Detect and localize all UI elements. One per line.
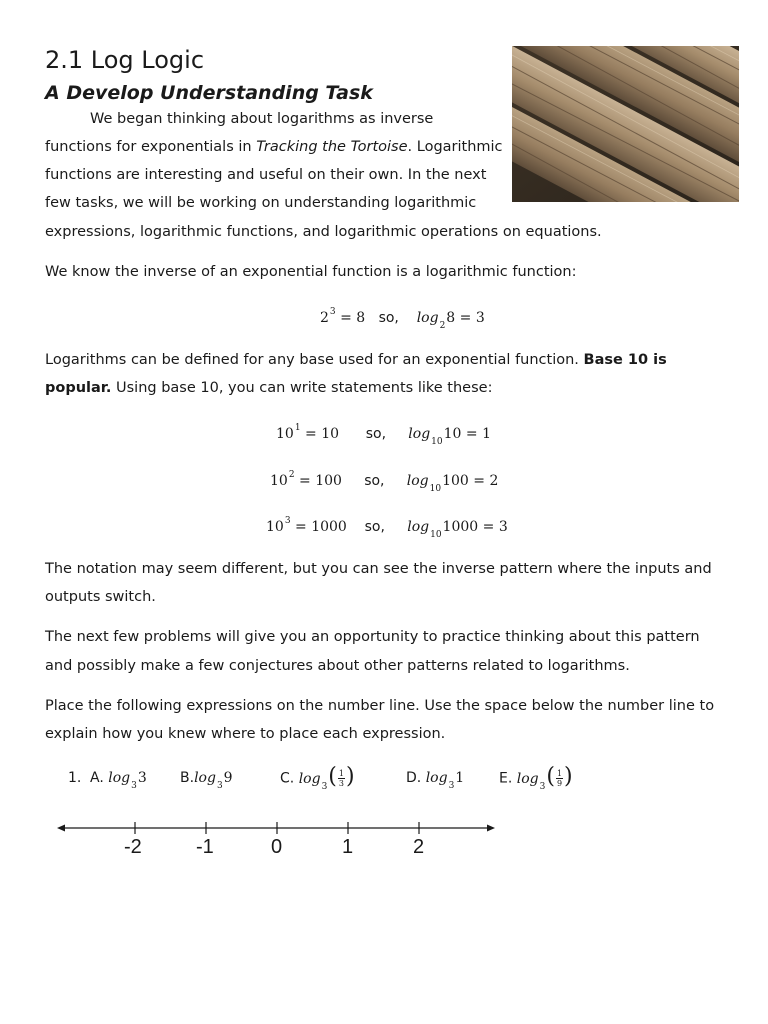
equation-base-10-3: $10^3 = 1000$ so, $\log_{10}1000 = 3$ [266,516,508,540]
tick-label: 0 [271,836,283,858]
expression-e: E. $\log_3$( $\frac{1}{9}$ ) [499,764,573,792]
tracking-the-tortoise-title: Tracking the Tortoise [256,139,408,155]
right-arrow-icon [487,825,495,832]
base10-line-2: popular. Using base 10, you can write statements like these: [45,380,493,396]
number-line [55,818,505,838]
expression-c: C. $\log_3$( $\frac{1}{3}$ ) [280,764,355,792]
expression-b: $B.\log_39$ [180,770,233,791]
intro-line-4: few tasks, we will be working on understanding logarithmic [45,195,477,211]
equation-base-10-2: $10^2 = 100$ so, $\log_{10}100 = 2$ [270,470,499,494]
base10-line-1: Logarithms can be defined for any base used for an exponential function. Base 10 is [45,352,667,368]
page-subtitle: A Develop Understanding Task [45,82,373,104]
tick-label: 1 [342,836,354,858]
intro-line-5: expressions, logarithmic functions, and logarithmic operations on equations. [45,224,602,240]
tick-label: 2 [413,836,425,858]
wooden-logs-photo [512,46,739,202]
instructions-line-1: Place the following expressions on the number line. Use the space below the number line to [45,698,715,714]
next-problems-line-2: and possibly make a few conjectures about other patterns related to logarithms. [45,658,630,674]
notation-line-1: The notation may seem different, but you can see the inverse pattern where the inputs and [45,561,712,577]
intro-line-2: functions for exponentials in Tracking the Tortoise. Logarithmic [45,139,503,155]
instructions-line-2: explain how you knew where to place each expression. [45,726,446,742]
equation-base-2: $2^3 = 8$ so, $\log_28 = 3$ [320,307,485,331]
next-problems-line-1: The next few problems will give you an opportunity to practice thinking about this pattern [45,629,700,645]
left-arrow-icon [57,825,65,832]
equation-base-10-1: $10^1 = 10$ so, $\log_{10}10 = 1$ [276,423,491,447]
expression-a: A. $\log_33$ [90,770,147,791]
fraction-one-ninth: $\frac{1}{9}$ [556,769,563,788]
notation-line-2: outputs switch. [45,589,156,605]
fraction-one-third: $\frac{1}{3}$ [338,769,344,788]
problem-number: 1. [68,770,82,786]
intro-line-1: We began thinking about logarithms as inverse [90,111,434,127]
expression-d: D. $\log_31$ [406,770,465,791]
inverse-statement: We know the inverse of an exponential function is a logarithmic function: [45,264,577,280]
intro-line-3: functions are interesting and useful on their own. In the next [45,167,487,183]
tick-label: -1 [196,836,214,858]
page-title: 2.1 Log Logic [45,46,205,74]
tick-label: -2 [124,836,142,858]
